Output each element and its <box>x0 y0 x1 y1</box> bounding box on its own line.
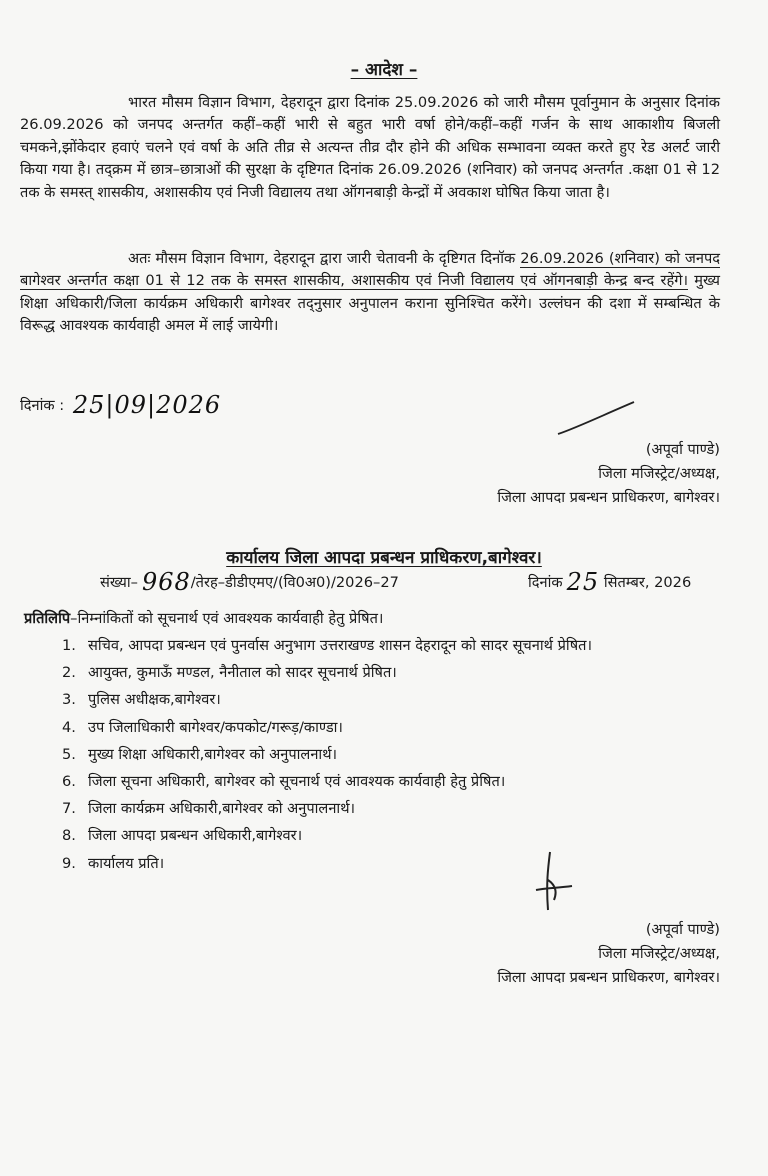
order-paragraph-1: भारत मौसम विज्ञान विभाग, देहरादून द्वारा दिनांक 25.09.2026 को जारी मौसम पूर्वानुमान के अनुसार दिनांक 26.09.2026 को जनपद अन्तर्गत कहीं–कहीं भारी से बहुत भारी वर्षा होने/कहीं–कहीं गर्जन के साथ आकाशीय बिजली चमकने,झोंकेदार हवाएं चलने एवं वर्षा के अति तीव्र से अत्यन्त तीव्र दौर होने की अधिक सम्भावना व्यक्त करते हुए रेड अलर्ट जारी किया गया है। तद्‌क्रम में छात्र–छात्राओं की सुरक्षा के दृष्टिगत दिनांक 26.09.2026 (शनिवार) को जनपद अन्तर्गत .कक्षा 01 से 12 तक के समस्त् शासकीय, अशासकीय एवं निजी विद्यालय तथा ऑगनबाड़ी केन्द्रों में अवकाश घोषित किया जाता है। <box>20 94 720 201</box>
signatory-name: (अपूर्वा पाण्डे) <box>645 921 720 938</box>
office-date: दिनांक 25 सितम्बर, 2026 <box>528 568 692 596</box>
copy-to-heading: प्रतिलिपि–निम्नांकितों को सूचनार्थ एवं आवश्यक कार्यवाही हेतु प्रेषित। <box>24 610 384 627</box>
order-paragraph-2-tail: मुख्य शिक्षा अधिकारी/जिला कार्यक्रम अधिकारी बागेश्वर तद्नुसार अनुपालन कराना सुनिश्चित करेंगे। उल्लंघन की दशा में सम्बन्धित के विरूद्ध आवश्यक कार्यवाही अमल में लाई जायेगी। <box>20 272 720 335</box>
list-item: 8. जिला आपदा प्रबन्धन अधिकारी,बागेश्वर। <box>62 827 303 845</box>
list-item: 6. जिला सूचना अधिकारी, बागेश्वर को सूचनार्थ एवं आवश्यक कार्यवाही हेतु प्रेषित। <box>62 772 506 790</box>
list-item: 4. उप जिलाधिकारी बागेश्वर/कपकोट/गरूड़/काण्डा। <box>62 718 343 736</box>
order-paragraph-2 <box>20 248 720 338</box>
list-item: 1. सचिव, आपदा प्रबन्धन एवं पुनर्वास अनुभाग उत्तराखण्ड शासन देहरादून को सादर सूचनार्थ प्रेषित। <box>62 637 592 654</box>
signatory-designation: जिला मजिस्ट्रेट/अध्यक्ष, <box>598 465 720 482</box>
list-item: 5. मुख्य शिक्षा अधिकारी,बागेश्वर को अनुपालनार्थ। <box>62 745 338 763</box>
list-item: 3. पुलिस अधीक्षक,बागेश्वर। <box>62 691 221 709</box>
order-date-label: दिनांक : <box>20 397 65 414</box>
list-item: 9. कार्यालय प्रति। <box>62 854 165 872</box>
signature-block-1 <box>400 438 720 510</box>
reference-number: संख्या– 968/तेरह–डीडीएमए/(वि0अ0)/2026–27 <box>100 568 399 596</box>
order-paragraph-2-lead: अतः मौसम विज्ञान विभाग, देहरादून द्वारा जारी चेतावनी के दृष्टिगत दिनॉक <box>128 250 516 267</box>
reference-number-handwritten: 968 <box>141 568 191 596</box>
signatory-designation: जिला मजिस्ट्रेट/अध्यक्ष, <box>598 945 720 962</box>
signatory-authority: जिला आपदा प्रबन्धन प्राधिकरण, बागेश्वर। <box>497 489 720 506</box>
list-item: 2. आयुक्त, कुमाऊँ मण्डल, नैनीताल को सादर सूचनार्थ प्रेषित। <box>62 664 397 682</box>
order-paragraph-2-highlight: 26.09.2026 (शनिवार) को जनपद बागेश्वर अन्तर्गत कक्षा 01 से 12 तक के समस्त शासकीय, अशासकीय एवं निजी विद्यालय एवं ऑगनबाड़ी केन्द्र बन्द रहेंगे। <box>20 250 720 290</box>
office-date-handwritten: 25 <box>566 568 600 596</box>
signature-stroke-1 <box>556 398 636 438</box>
order-date <box>20 390 221 421</box>
signatory-authority: जिला आपदा प्रबन्धन प्राधिकरण, बागेश्वर। <box>497 969 720 986</box>
list-item: 7. जिला कार्यक्रम अधिकारी,बागेश्वर को अनुपालनार्थ। <box>62 800 356 818</box>
order-heading: – आदेश – <box>350 60 418 80</box>
office-title: कार्यालय जिला आपदा प्रबन्धन प्राधिकरण,बागेश्वर। <box>226 548 542 568</box>
copy-to-list <box>62 632 592 877</box>
order-date-handwritten: 25|09|2026 <box>72 391 222 419</box>
signature-block-2 <box>400 918 720 990</box>
signatory-name: (अपूर्वा पाण्डे) <box>645 441 720 458</box>
signature-stroke-2 <box>528 850 578 914</box>
